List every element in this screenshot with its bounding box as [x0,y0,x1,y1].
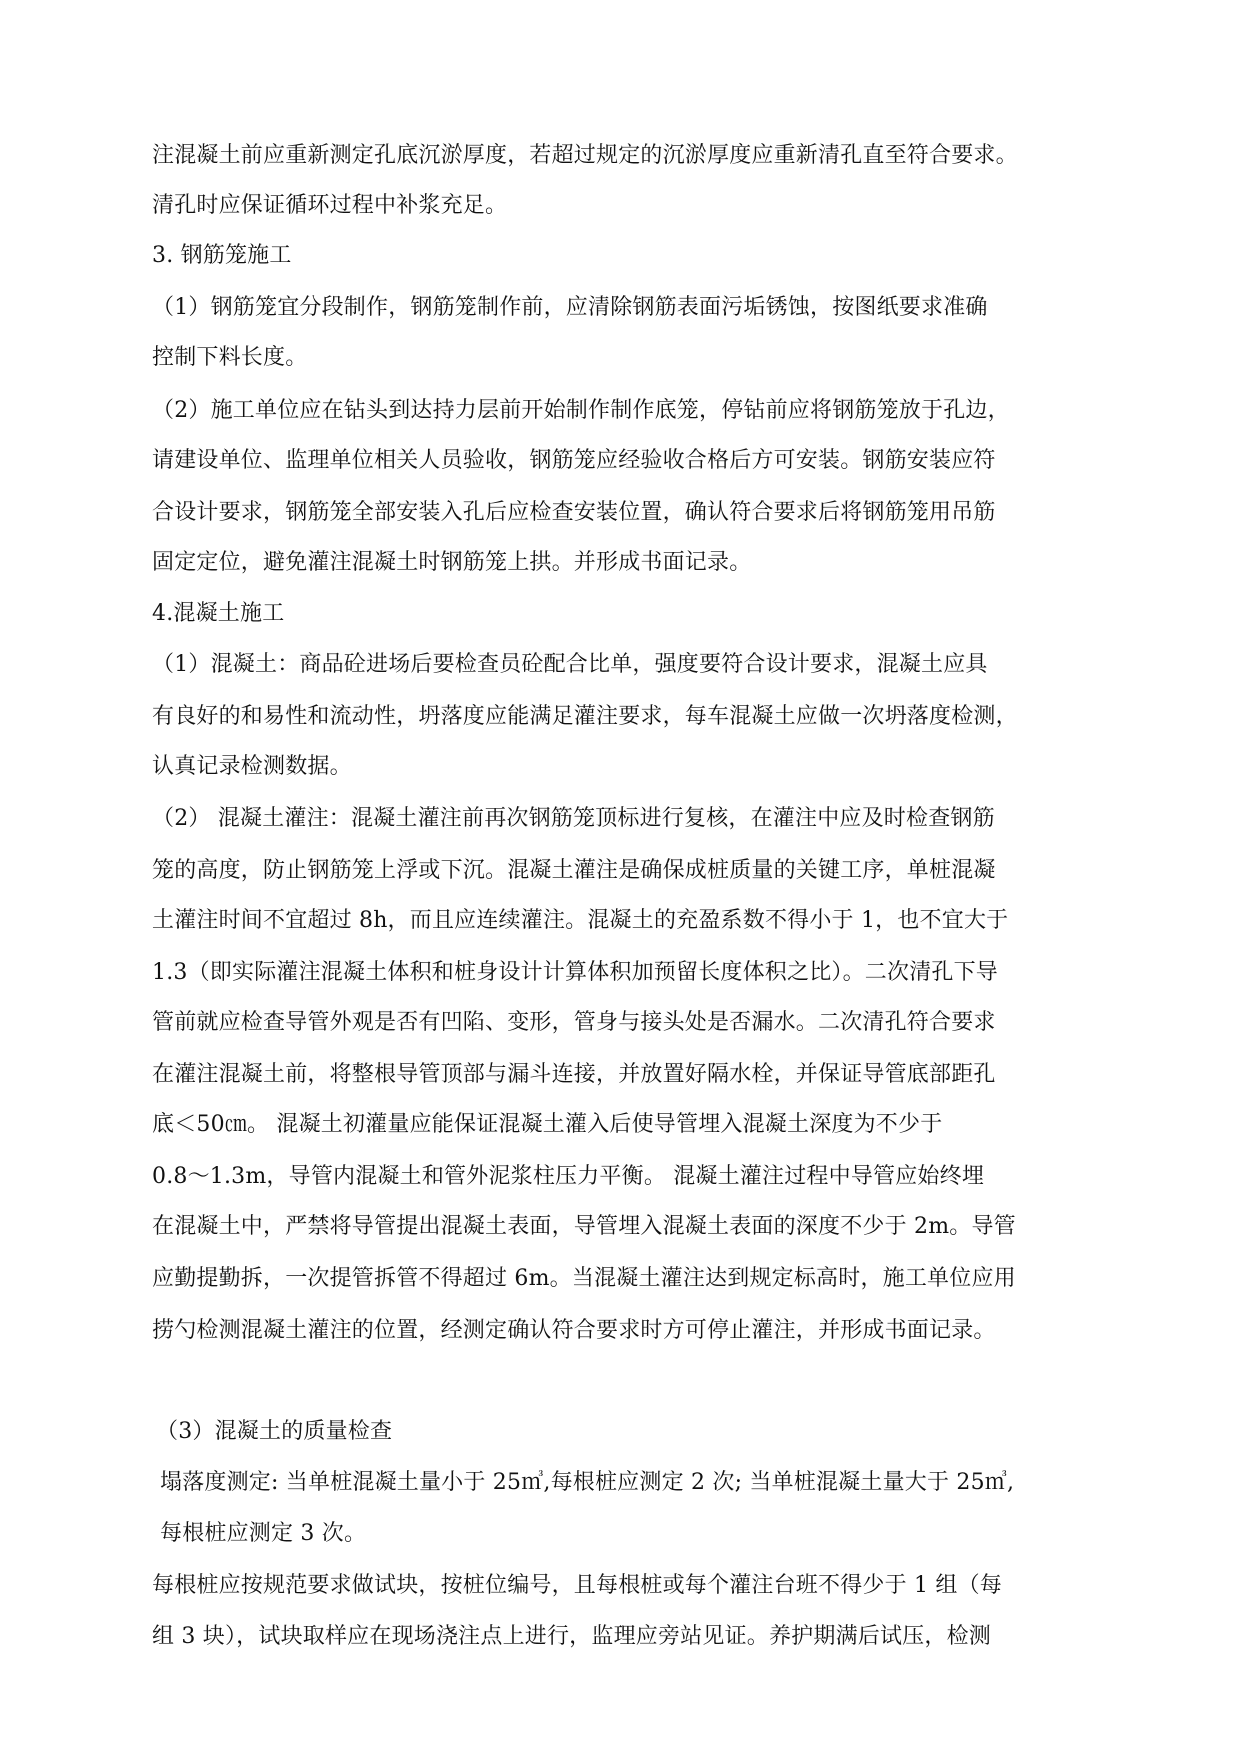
text-line: 合设计要求，钢筋笼全部安装入孔后应检查安装位置，确认符合要求后将钢筋笼用吊筋 [152,500,996,525]
text-line: 注混凝土前应重新测定孔底沉淤厚度，若超过规定的沉淤厚度应重新清孔直至符合要求。 [152,143,1018,168]
text-line: 在混凝土中，严禁将导管提出混凝土表面，导管埋入混凝土表面的深度不少于 2m。导管 [152,1214,1016,1239]
text-line: 组 3 块），试块取样应在现场浇注点上进行，监理应旁站见证。养护期满后试压，检测 [152,1624,991,1649]
text-line: 应勤提勤拆，一次提管拆管不得超过 6m。当混凝土灌注达到规定标高时，施工单位应用 [152,1266,1016,1291]
text-line: 笼的高度，防止钢筋笼上浮或下沉。混凝土灌注是确保成桩质量的关键工序，单桩混凝 [152,858,996,883]
text-line: 管前就应检查导管外观是否有凹陷、变形，管身与接头处是否漏水。二次清孔符合要求 [152,1010,996,1035]
text-line: 1.3（即实际灌注混凝土体积和桩身设计计算体积加预留长度体积之比）。二次清孔下导 [152,960,998,985]
text-line: 底＜50㎝。 混凝土初灌量应能保证混凝土灌入后使导管埋入混凝土深度为不少于 [152,1112,943,1137]
text-line: 土灌注时间不宜超过 8h，而且应连续灌注。混凝土的充盈系数不得小于 1，也不宜大于 [152,908,1009,933]
text-line: （1）钢筋笼宜分段制作，钢筋笼制作前，应清除钢筋表面污垢锈蚀，按图纸要求准确 [152,295,988,320]
text-line: 每根桩应按规范要求做试块，按桩位编号，且每根桩或每个灌注台班不得少于 1 组（每 [152,1573,1002,1598]
text-line: 认真记录检测数据。 [152,754,352,779]
subsection-heading: （3）混凝土的质量检查 [156,1419,393,1444]
text-line: （2） 混凝土灌注：混凝土灌注前再次钢筋笼顶标进行复核，在灌注中应及时检查钢筋 [152,806,995,831]
text-line: 控制下料长度。 [152,345,308,370]
text-line: 在灌注混凝土前，将整根导管顶部与漏斗连接，并放置好隔水栓，并保证导管底部距孔 [152,1062,996,1087]
text-line: 0.8～1.3m，导管内混凝土和管外泥浆柱压力平衡。 混凝土灌注过程中导管应始终埋 [152,1164,985,1189]
text-line: 清孔时应保证循环过程中补浆充足。 [152,193,508,218]
text-line: 请建设单位、监理单位相关人员验收，钢筋笼应经验收合格后方可安装。钢筋安装应符 [152,448,996,473]
text-line: （1）混凝土：商品砼进场后要检查员砼配合比单，强度要符合设计要求，混凝土应具 [152,652,988,677]
text-line: （2）施工单位应在钻头到达持力层前开始制作制作底笼，停钻前应将钢筋笼放于孔边， [152,398,1010,423]
text-line: 固定定位，避免灌注混凝土时钢筋笼上拱。并形成书面记录。 [152,550,752,575]
section-heading: 3. 钢筋笼施工 [152,243,292,268]
text-line: 有良好的和易性和流动性，坍落度应能满足灌注要求，每车混凝土应做一次坍落度检测， [152,704,1018,729]
text-line: 捞勺检测混凝土灌注的位置，经测定确认符合要求时方可停止灌注，并形成书面记录。 [152,1318,996,1343]
text-line: 塌落度测定: 当单桩混凝土量小于 25㎥,每根桩应测定 2 次; 当单桩混凝土量大于 25㎥, [160,1470,1015,1495]
text-line: 每根桩应测定 3 次。 [160,1521,367,1546]
section-heading: 4.混凝土施工 [152,601,285,626]
